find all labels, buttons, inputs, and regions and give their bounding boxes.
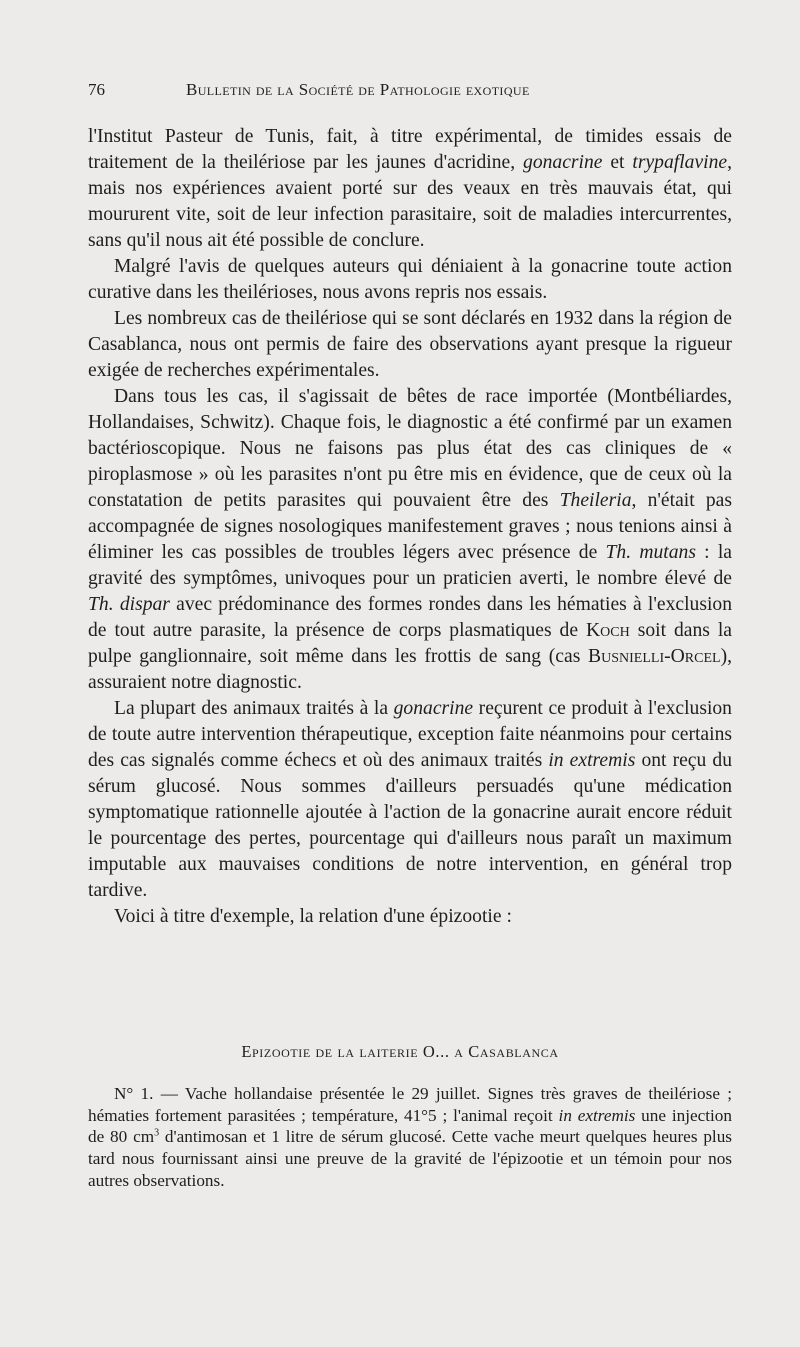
italic-term: gonacrine <box>393 698 474 719</box>
author-name: Koch <box>586 620 630 641</box>
paragraph-5 <box>88 696 732 904</box>
page-header <box>88 80 732 106</box>
italic-term: Theileria <box>559 490 632 511</box>
italic-term: trypaflavine <box>632 152 728 173</box>
text-run: avec prédominance des formes rondes dans les hématies à l'exclusion de tout autre parasite, la présence de corps plasmatiques de <box>88 594 733 641</box>
text-run: N° 1. — Vache hollandaise présentée le 29 juillet. Signes très graves de theilériose ; hématies fortement parasitées ; température, 41°5 ; l'animal reçoit <box>88 1084 732 1125</box>
text-run: reçurent ce produit à l'exclusion de toute autre intervention thérapeutique, exception faite néanmoins pour certains des cas signalés comme échecs et où des animaux traités <box>88 698 732 771</box>
text-run: l'Institut Pasteur de Tunis, fait, à titre expérimental, de timides essais de traitement de la theilériose par les jaunes d'acridine, <box>88 126 732 173</box>
observation-1 <box>88 1083 732 1192</box>
page-number: 76 <box>88 80 105 99</box>
paragraph-3: Les nombreux cas de theilériose qui se sont déclarés en 1932 dans la région de Casablanca, nous ont permis de faire des observations ayant presque la rigueur exigée de recherches expérimentales. <box>88 308 732 381</box>
text-run: ont reçu du sérum glucosé. Nous sommes d'ailleurs persuadés qu'une médication symptomatique rationnelle ajoutée à l'action de la gonacrine aurait encore réduit le pourcentage des pertes, pourcentage qui d'ailleurs nous paraît un maximum imputable aux mauvaises conditions de notre intervention, en général trop tardive. <box>88 750 732 901</box>
text-run: : la gravité des symptômes, univoques pour un praticien averti, le nombre élevé de <box>88 542 732 589</box>
paragraph-6: Voici à titre d'exemple, la relation d'une épizootie : <box>114 906 512 927</box>
body-text <box>88 124 732 930</box>
text-run: La plupart des animaux traités à la <box>114 698 394 719</box>
text-run: d'antimosan et 1 litre de sérum glucosé. Cette vache meurt quelques heures plus tard nous fournissant ainsi une preuve de la gravité de l'épizootie et un témoin pour nos autres observations. <box>88 1127 732 1190</box>
italic-term: in extremis <box>558 1105 636 1125</box>
paragraph-4 <box>88 384 732 696</box>
text-run: , n'était pas accompagnée de signes nosologiques manifestement graves ; nous tenions ainsi à éliminer les cas possibles de troubles légers avec présence de <box>88 490 732 563</box>
italic-term: Th. dispar <box>88 594 170 615</box>
paragraph-2: Malgré l'avis de quelques auteurs qui déniaient à la gonacrine toute action curative dans les theilérioses, nous avons repris nos essais. <box>88 256 732 303</box>
text-run: Dans tous les cas, il s'agissait de bêtes de race importée (Montbéliardes, Hollandaises, Schwitz). Chaque fois, le diagnostic a été confirmé par un examen bactérioscopique. Nous ne faisons pas plus état des cas cliniques de « piroplasmose » où les parasites n'ont pu être mis en évidence, que de ceux où la constatation de petits parasites qui pouvaient être des <box>88 386 732 511</box>
italic-term: in extremis <box>548 750 636 771</box>
running-title: Bulletin de la Société de Pathologie exotique <box>186 80 530 99</box>
text-run: , mais nos expériences avaient porté sur des veaux en très mauvais état, qui moururent vite, soit de leur infection parasitaire, soit de maladies intercurrentes, sans qu'il nous ait été possible de conclure. <box>88 152 732 251</box>
paragraph-1 <box>88 124 732 254</box>
superscript: 3 <box>154 1127 160 1139</box>
text-run: soit dans la pulpe ganglionnaire, soit même dans les frottis de sang (cas <box>88 620 732 667</box>
text-run: ), assuraient notre diagnostic. <box>88 646 732 693</box>
author-name: Busnielli-Orcel <box>588 646 721 667</box>
section-title: Epizootie de la laiterie O... a Casablanca <box>241 1042 559 1061</box>
italic-term: gonacrine <box>523 152 603 173</box>
text-run: et <box>602 152 633 173</box>
text-run: une injection de 80 cm <box>88 1105 732 1147</box>
italic-term: Th. mutans <box>605 542 696 563</box>
